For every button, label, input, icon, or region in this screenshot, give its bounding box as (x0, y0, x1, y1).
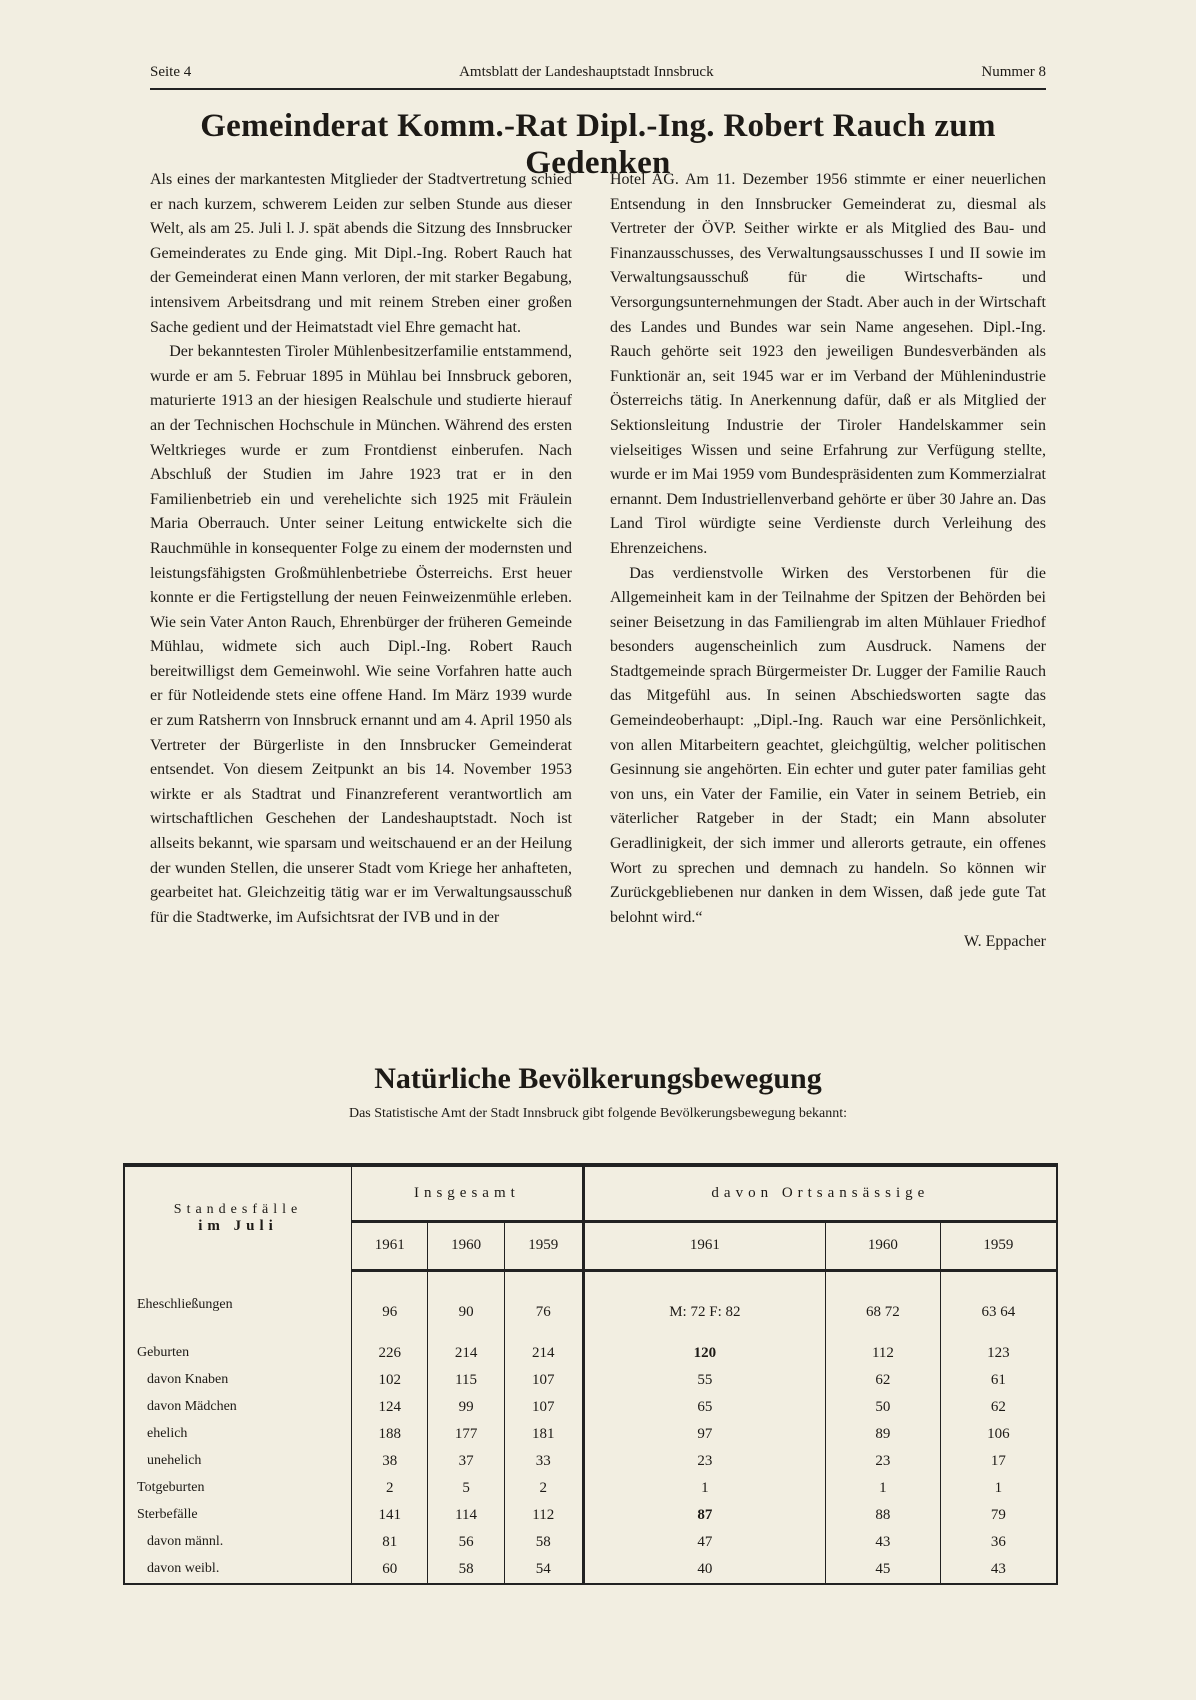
table-cell: 47 (583, 1529, 825, 1556)
row-label: Geburten (124, 1340, 352, 1367)
corner-label: Standesfälle (173, 1202, 303, 1217)
table-cell: 1 (825, 1475, 940, 1502)
row-label: Eheschließungen (124, 1270, 352, 1340)
table-row (124, 1394, 1057, 1421)
year-header: 1960 (428, 1221, 504, 1270)
table-cell: 90 (428, 1270, 504, 1340)
table-cell: 23 (583, 1448, 825, 1475)
table-cell: 54 (504, 1556, 583, 1584)
table-row (124, 1448, 1057, 1475)
table-row (124, 1529, 1057, 1556)
table-cell: 96 (352, 1270, 428, 1340)
table-cell: 37 (428, 1448, 504, 1475)
table-cell: 55 (583, 1367, 825, 1394)
table-cell: 5 (428, 1475, 504, 1502)
table-cell: 2 (352, 1475, 428, 1502)
table-cell: 62 (825, 1367, 940, 1394)
table-cell: 112 (504, 1502, 583, 1529)
header-rule (150, 88, 1046, 90)
table-cell: 181 (504, 1421, 583, 1448)
population-table (123, 1163, 1058, 1585)
stats-subtitle: Das Statistische Amt der Stadt Innsbruck gibt folgende Bevölkerungsbewegung bekannt: (348, 1106, 848, 1121)
row-label: davon Knaben (124, 1367, 352, 1394)
table-row (124, 1270, 1057, 1340)
table-cell: 61 (940, 1367, 1057, 1394)
corner-month: im Juli (198, 1218, 278, 1234)
running-header (150, 64, 1046, 81)
table-cell: 60 (352, 1556, 428, 1584)
group-local: davon Ortsansässige (583, 1165, 1057, 1221)
publication-title: Amtsblatt der Landeshauptstadt Innsbruck (459, 64, 714, 80)
table-cell: 36 (940, 1529, 1057, 1556)
table-cell: 56 (428, 1529, 504, 1556)
table-cell: 38 (352, 1448, 428, 1475)
corner-header (124, 1165, 352, 1270)
author-signature: W. Eppacher (963, 933, 1046, 951)
table-cell: 45 (825, 1556, 940, 1584)
table-cell: 43 (940, 1556, 1057, 1584)
table-cell: 120 (583, 1340, 825, 1367)
table-cell: 58 (504, 1529, 583, 1556)
table-cell: 68 72 (825, 1270, 940, 1340)
row-label: ehelich (124, 1421, 352, 1448)
table-row (124, 1475, 1057, 1502)
table-cell: 124 (352, 1394, 428, 1421)
row-label: davon weibl. (124, 1556, 352, 1584)
table-cell: 141 (352, 1502, 428, 1529)
row-label: Sterbefälle (124, 1502, 352, 1529)
article-title: Gemeinderat Komm.-Rat Dipl.-Ing. Robert Rauch zum Gedenken (200, 108, 996, 181)
table-cell: 58 (428, 1556, 504, 1584)
table-cell: 115 (428, 1367, 504, 1394)
table-cell: 81 (352, 1529, 428, 1556)
table-cell: 107 (504, 1367, 583, 1394)
table-cell: 1 (583, 1475, 825, 1502)
row-label: unehelich (124, 1448, 352, 1475)
table-cell: 2 (504, 1475, 583, 1502)
year-header: 1961 (583, 1221, 825, 1270)
table-cell: 23 (825, 1448, 940, 1475)
table-cell: 106 (940, 1421, 1057, 1448)
stats-title: Natürliche Bevölkerungsbewegung (374, 1062, 822, 1095)
table-cell: 65 (583, 1394, 825, 1421)
table-body (124, 1270, 1057, 1584)
table-cell: 188 (352, 1421, 428, 1448)
table-cell: 214 (428, 1340, 504, 1367)
issue-number: Nummer 8 (981, 64, 1046, 80)
table-cell: 97 (583, 1421, 825, 1448)
table-cell: M: 72 F: 82 (583, 1270, 825, 1340)
article-left-column (150, 168, 572, 930)
table-cell: 1 (940, 1475, 1057, 1502)
year-header: 1961 (352, 1221, 428, 1270)
page-number: Seite 4 (150, 64, 192, 80)
paragraph: Hotel AG. Am 11. Dezember 1956 stimmte er einer neuerlichen Entsendung in den Innsbrucker Gemeinderat zu, diesmal als Vertreter der ÖVP. Seither wirkte er als Mitglied des Bau- und Finanzausschusses, des Verwaltungsausschusses I und II sowie im Verwaltungsausschuß für die Wirtschafts- und Versorgungsunternehmungen der Stadt. Aber auch in der Wirtschaft des Landes und Bundes war sein Name angesehen. Dipl.-Ing. Rauch gehörte seit 1923 den jeweiligen Bundesverbänden als Funktionär an, seit 1945 war er im Verband der Mühlenindustrie Österreichs tätig. In Anerkennung dafür, daß er als Mitglied der Sektionsleitung Industrie der Tiroler Handelskammer sein vielseitiges Wissen und seine Erfahrung zur Verfügung stellte, wurde er im Mai 1959 vom Bundespräsidenten zum Kommerzialrat ernannt. Dem Industriellenverband gehörte er über 30 Jahre an. Das Land Tirol würdigte seine Verdienste durch Verleihung des Ehrenzeichens. (610, 171, 1046, 557)
table-cell: 123 (940, 1340, 1057, 1367)
table-cell: 107 (504, 1394, 583, 1421)
table-cell: 89 (825, 1421, 940, 1448)
table-cell: 214 (504, 1340, 583, 1367)
table-cell: 99 (428, 1394, 504, 1421)
table-cell: 79 (940, 1502, 1057, 1529)
table-cell: 33 (504, 1448, 583, 1475)
paragraph: Der bekanntesten Tiroler Mühlenbesitzerfamilie entstammend, wurde er am 5. Februar 1895 in Mühlau bei Innsbruck geboren, maturierte 1913 an der hiesigen Realschule und studierte hierauf an der Technischen Hochschule in München. Während des ersten Weltkrieges wurde er zum Frontdienst einberufen. Nach Abschluß der Studien im Jahre 1923 trat er in den Familienbetrieb ein und verehelichte sich 1925 mit Fräulein Maria Oberrauch. Unter seiner Leitung entwickelte sich die Rauchmühle in konsequenter Folge zu einem der modernsten und leistungsfähigsten Großmühlenbetriebe Österreichs. Erst heuer konnte er die Fertigstellung der neuen Feinweizenmühle erleben. Wie sein Vater Anton Rauch, Ehrenbürger der früheren Gemeinde Mühlau, widmete sich auch Dipl.-Ing. Robert Rauch bereitwilligst dem Gemeinwohl. Wie seine Vorfahren hatte auch er für Notleidende stets eine offene Hand. Im März 1939 wurde er zum Ratsherrn von Innsbruck ernannt und am 4. April 1950 als Vertreter der Bürgerliste in den Innsbrucker Gemeinderat entsendet. Von diesem Zeitpunkt an bis 14. November 1953 wirkte er als Stadtrat und Finanzreferent verantwortlich am wirtschaftlichen Geschehen der Landeshauptstadt. Noch ist allseits bekannt, wie sparsam und weitschauend er an der Heilung der wunden Stellen, die unserer Stadt vom Kriege her anhafteten, gearbeitet hat. Gleichzeitig tätig war er im Verwaltungsausschuß für die Stadtwerke, im Aufsichtsrat der IVB und in der (150, 343, 572, 926)
row-label: Totgeburten (124, 1475, 352, 1502)
table-cell: 62 (940, 1394, 1057, 1421)
article-right-column (610, 168, 1046, 955)
table-cell: 87 (583, 1502, 825, 1529)
group-total: Insgesamt (352, 1165, 584, 1221)
table-row (124, 1367, 1057, 1394)
table-cell: 102 (352, 1367, 428, 1394)
table-cell: 40 (583, 1556, 825, 1584)
table-cell: 17 (940, 1448, 1057, 1475)
paragraph: Das verdienstvolle Wirken des Verstorbenen für die Allgemeinheit kam in der Teilnahme der Spitzen der Behörden bei seiner Beisetzung in das Familiengrab im alten Mühlauer Friedhof besonders augenscheinlich zum Ausdruck. Namens der Stadtgemeinde sprach Bürgermeister Dr. Lugger der Familie Rauch das Mitgefühl aus. In seinen Abschiedsworten sagte das Gemeindeoberhaupt: „Dipl.-Ing. Rauch war eine Persönlichkeit, von allen Mitarbeitern geachtet, gleichgültig, welcher politischen Gesinnung sie angehörten. Ein echter und guter pater familias geht von uns, ein Vater der Familie, ein Vater in seinem Betrieb, ein väterlicher Ratgeber in der Stadt; ein Mann absoluter Geradlinigkeit, der sich immer und allerorts getraute, ein offenes Wort zu sprechen und demnach zu handeln. So können wir Zurückgebliebenen nur danken in dem Wissen, daß jede gute Tat belohnt wird.“ (610, 564, 1046, 926)
table-cell: 43 (825, 1529, 940, 1556)
table-cell: 112 (825, 1340, 940, 1367)
year-header: 1959 (940, 1221, 1057, 1270)
table-row (124, 1340, 1057, 1367)
table-cell: 63 64 (940, 1270, 1057, 1340)
table-cell: 50 (825, 1394, 940, 1421)
row-label: davon männl. (124, 1529, 352, 1556)
paragraph: Als eines der markantesten Mitglieder der Stadtvertretung schied er nach kurzem, schwerem Leiden zur selben Stunde aus dieser Welt, als am 25. Juli l. J. spät abends die Sitzung des Innsbrucker Gemeinderates zu Ende ging. Mit Dipl.-Ing. Robert Rauch hat der Gemeinderat einen Mann verloren, der mit starker Begabung, intensivem Arbeitsdrang und mit reinem Streben einer großen Sache gedient und der Heimatstadt viel Ehre gemacht hat. (150, 171, 572, 336)
year-header: 1959 (504, 1221, 583, 1270)
year-header: 1960 (825, 1221, 940, 1270)
table-cell: 177 (428, 1421, 504, 1448)
table-cell: 88 (825, 1502, 940, 1529)
table-cell: 114 (428, 1502, 504, 1529)
table-row (124, 1502, 1057, 1529)
table-cell: 76 (504, 1270, 583, 1340)
table-row (124, 1421, 1057, 1448)
row-label: davon Mädchen (124, 1394, 352, 1421)
table-row (124, 1556, 1057, 1584)
table-cell: 226 (352, 1340, 428, 1367)
